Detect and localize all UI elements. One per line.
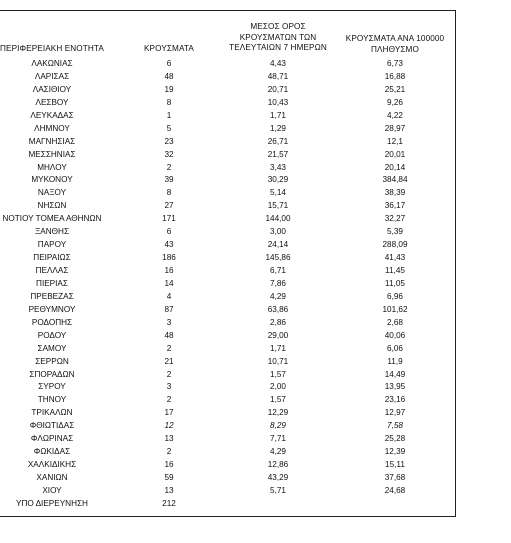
table-row xyxy=(0,252,455,265)
cases-cell: 6 xyxy=(166,227,172,237)
cases-cell: 12 xyxy=(164,421,174,431)
table-row xyxy=(0,149,455,162)
region-cell: ΣΑΜΟΥ xyxy=(37,343,67,353)
table-row xyxy=(0,407,455,420)
table-row xyxy=(0,343,455,356)
per-100000-cell: 36,17 xyxy=(384,201,406,211)
average-cell: 10,43 xyxy=(267,97,289,107)
cases-cell: 1 xyxy=(166,110,172,120)
cases-cell: 3 xyxy=(166,382,172,392)
per-100000-cell: 16,88 xyxy=(384,71,406,81)
per-100000-cell: 2,68 xyxy=(387,317,403,327)
region-cell: ΣΥΡΟΥ xyxy=(38,382,66,392)
cases-cell: 32 xyxy=(164,149,174,159)
table-row xyxy=(0,84,455,97)
per-100000-cell: 32,27 xyxy=(384,214,406,224)
table-row xyxy=(0,200,455,213)
cases-cell: 2 xyxy=(166,395,172,405)
average-cell: 144,00 xyxy=(265,214,291,224)
per-100000-cell: 7,58 xyxy=(387,421,403,431)
per-100000-cell: 288,09 xyxy=(382,240,408,250)
average-cell: 5,71 xyxy=(270,485,286,495)
table-row xyxy=(0,446,455,459)
table-row xyxy=(0,420,455,433)
cases-cell: 19 xyxy=(164,84,174,94)
per-100000-cell: 23,16 xyxy=(384,395,406,405)
per-100000-cell: 384,84 xyxy=(382,175,408,185)
region-cell: ΜΥΚΟΝΟΥ xyxy=(31,175,73,185)
per-100000-cell: 101,62 xyxy=(382,304,408,314)
header-line: ΚΡΟΥΣΜΑΤΑ ΑΝΑ 100000 xyxy=(345,34,445,43)
region-cell: ΛΑΣΙΘΙΟΥ xyxy=(32,84,72,94)
per-100000-cell: 4,22 xyxy=(387,110,403,120)
region-cell: ΠΙΕΡΙΑΣ xyxy=(36,278,68,288)
table-row xyxy=(0,291,455,304)
header-line: ΠΛΗΘΥΣΜΟ xyxy=(371,44,419,54)
region-cell: ΛΕΥΚΑΔΑΣ xyxy=(30,110,74,120)
average-cell: 2,00 xyxy=(270,382,286,392)
region-cell: ΦΩΚΙΔΑΣ xyxy=(33,447,71,457)
average-cell: 145,86 xyxy=(265,253,291,263)
table-row xyxy=(0,485,455,498)
cases-cell: 23 xyxy=(164,136,174,146)
cases-cell: 8 xyxy=(166,97,172,107)
average-cell: 2,86 xyxy=(270,317,286,327)
per-100000-cell: 11,45 xyxy=(385,266,405,275)
table-row xyxy=(0,394,455,407)
average-cell: 4,29 xyxy=(270,291,286,301)
per-100000-cell: 40,06 xyxy=(384,330,406,340)
region-cell: ΛΗΜΝΟΥ xyxy=(34,123,70,133)
region-cell: ΡΟΔΟΥ xyxy=(37,330,67,340)
region-cell: ΡΕΘΥΜΝΟΥ xyxy=(28,304,76,314)
per-100000-cell: 25,21 xyxy=(384,84,406,94)
cases-cell: 3 xyxy=(166,317,172,327)
region-cell: ΛΑΡΙΣΑΣ xyxy=(34,71,70,81)
region-cell: ΜΕΣΣΗΝΙΑΣ xyxy=(28,149,76,159)
table-row xyxy=(0,162,455,175)
cases-cell: 39 xyxy=(164,175,174,185)
column-header-seven-day-average xyxy=(220,22,336,54)
per-100000-cell: 6,73 xyxy=(387,59,403,68)
table-body xyxy=(0,58,455,511)
region-cell: ΦΛΩΡΙΝΑΣ xyxy=(30,434,74,444)
cases-cell: 8 xyxy=(166,188,172,198)
table-row xyxy=(0,356,455,369)
table-row xyxy=(0,71,455,84)
cases-cell: 2 xyxy=(166,369,172,379)
table-row xyxy=(0,278,455,291)
column-header-cases-per-100000 xyxy=(338,34,452,55)
table-row xyxy=(0,433,455,446)
cases-cell: 16 xyxy=(164,460,174,470)
header-line: ΤΕΛΕΥΤΑΙΩΝ 7 ΗΜΕΡΩΝ xyxy=(229,43,327,52)
average-cell: 20,71 xyxy=(267,84,289,94)
average-cell: 5,14 xyxy=(270,188,286,198)
region-cell: ΜΑΓΝΗΣΙΑΣ xyxy=(28,136,76,146)
table-row xyxy=(0,110,455,123)
average-cell: 10,71 xyxy=(267,356,289,366)
per-100000-cell: 11,05 xyxy=(385,278,405,288)
cases-cell: 59 xyxy=(164,473,174,482)
table-row xyxy=(0,381,455,394)
region-cell: ΣΠΟΡΑΔΩΝ xyxy=(29,369,75,379)
average-cell: 1,57 xyxy=(270,369,286,379)
table-bottom-border xyxy=(0,516,455,517)
cases-cell: 87 xyxy=(164,304,174,314)
per-100000-cell: 12,97 xyxy=(384,408,406,418)
region-cell: ΤΗΝΟΥ xyxy=(37,395,67,405)
region-cell: ΡΟΔΟΠΗΣ xyxy=(31,317,73,327)
average-cell: 7,71 xyxy=(270,434,286,444)
cases-cell: 16 xyxy=(164,266,174,275)
per-100000-cell: 11,9 xyxy=(387,356,403,366)
per-100000-cell: 12,1 xyxy=(387,136,403,146)
per-100000-cell: 5,39 xyxy=(387,227,403,237)
average-cell: 15,71 xyxy=(267,201,289,211)
average-cell: 3,43 xyxy=(270,162,286,172)
cases-cell: 212 xyxy=(162,498,176,508)
table-right-border xyxy=(455,10,456,517)
average-cell: 1,57 xyxy=(270,395,286,405)
cases-cell: 186 xyxy=(162,253,176,263)
region-cell: ΤΡΙΚΑΛΩΝ xyxy=(31,408,73,418)
cases-cell: 27 xyxy=(164,201,174,211)
region-cell: ΞΑΝΘΗΣ xyxy=(34,227,70,237)
cases-cell: 5 xyxy=(166,123,172,133)
per-100000-cell: 6,96 xyxy=(387,291,403,301)
region-cell: ΧΑΛΚΙΔΙΚΗΣ xyxy=(27,460,77,470)
average-cell: 12,86 xyxy=(267,460,289,470)
per-100000-cell: 15,11 xyxy=(385,460,405,470)
cases-cell: 17 xyxy=(164,408,174,418)
table-row xyxy=(0,472,455,485)
per-100000-cell: 9,26 xyxy=(387,97,403,107)
table-row xyxy=(0,265,455,278)
average-cell: 1,71 xyxy=(270,110,286,120)
average-cell: 12,29 xyxy=(267,408,289,418)
average-cell: 6,71 xyxy=(270,266,286,275)
cases-cell: 43 xyxy=(164,240,174,250)
region-cell: ΦΘΙΩΤΙΔΑΣ xyxy=(29,421,75,431)
header-line: ΚΡΟΥΣΜΑΤΩΝ ΤΩΝ xyxy=(239,32,317,42)
average-cell: 48,71 xyxy=(267,71,289,81)
region-cell: ΥΠΟ ΔΙΕΡΕΥΝΗΣΗ xyxy=(16,498,88,508)
region-cell: ΠΕΛΛΑΣ xyxy=(35,266,69,275)
table-row xyxy=(0,330,455,343)
table-top-border xyxy=(0,10,455,11)
average-cell: 4,43 xyxy=(270,59,286,68)
per-100000-cell: 6,06 xyxy=(387,343,403,353)
average-cell: 29,00 xyxy=(267,330,289,340)
table-row xyxy=(0,58,455,71)
average-cell: 43,29 xyxy=(267,473,289,482)
column-header-region: ΠΕΡΙΦΕΡΕΙΑΚΗ ΕΝΟΤΗΤΑ xyxy=(0,44,104,53)
per-100000-cell: 28,97 xyxy=(384,123,406,133)
table-row xyxy=(0,123,455,136)
cases-cell: 13 xyxy=(164,485,174,495)
region-cell: ΠΑΡΟΥ xyxy=(37,240,67,250)
region-cell: ΠΕΙΡΑΙΩΣ xyxy=(33,253,71,263)
per-100000-cell: 20,14 xyxy=(384,162,406,172)
per-100000-cell: 20,01 xyxy=(384,149,406,159)
cases-cell: 171 xyxy=(162,214,176,224)
per-100000-cell: 38,39 xyxy=(384,188,406,198)
cases-cell: 4 xyxy=(166,291,172,301)
average-cell: 8,29 xyxy=(270,421,286,431)
table-row xyxy=(0,136,455,149)
average-cell: 24,14 xyxy=(267,240,289,250)
average-cell: 4,29 xyxy=(270,447,286,457)
table-row xyxy=(0,97,455,110)
per-100000-cell: 37,68 xyxy=(384,473,406,482)
average-cell: 21,57 xyxy=(267,149,289,159)
region-cell: ΜΗΛΟΥ xyxy=(37,162,67,172)
per-100000-cell: 12,39 xyxy=(384,447,406,457)
table-row xyxy=(0,226,455,239)
table-row xyxy=(0,213,455,226)
column-header-cases: ΚΡΟΥΣΜΑΤΑ xyxy=(144,44,194,53)
cases-cell: 48 xyxy=(164,330,174,340)
table-row xyxy=(0,239,455,252)
region-cell: ΧΙΟΥ xyxy=(42,485,62,495)
per-100000-cell: 24,68 xyxy=(384,485,406,495)
table-row xyxy=(0,317,455,330)
average-cell: 1,71 xyxy=(270,343,286,353)
per-100000-cell: 14,49 xyxy=(384,369,406,379)
per-100000-cell: 25,28 xyxy=(384,434,406,444)
average-cell: 1,29 xyxy=(270,123,286,133)
average-cell: 30,29 xyxy=(267,175,289,185)
table-row xyxy=(0,174,455,187)
cases-cell: 13 xyxy=(164,434,174,444)
cases-cell: 2 xyxy=(166,447,172,457)
region-cell: ΝΑΞΟΥ xyxy=(37,188,67,198)
region-cell: ΧΑΝΙΩΝ xyxy=(36,473,68,482)
per-100000-cell: 41,43 xyxy=(384,253,406,263)
per-100000-cell: 13,95 xyxy=(384,382,406,392)
header-line: ΜΕΣΟΣ ΟΡΟΣ xyxy=(250,22,306,31)
table-row xyxy=(0,498,455,511)
cases-cell: 21 xyxy=(164,356,174,366)
region-cell: ΝΗΣΩΝ xyxy=(37,201,67,211)
region-cell: ΛΑΚΩΝΙΑΣ xyxy=(31,59,73,68)
cases-cell: 6 xyxy=(166,59,172,68)
average-cell: 63,86 xyxy=(267,304,289,314)
region-cell: ΠΡΕΒΕΖΑΣ xyxy=(30,291,74,301)
cases-cell: 48 xyxy=(164,71,174,81)
table-row xyxy=(0,369,455,382)
table-row xyxy=(0,187,455,200)
average-cell: 3,00 xyxy=(270,227,286,237)
average-cell: 7,86 xyxy=(270,278,286,288)
cases-cell: 14 xyxy=(164,278,174,288)
average-cell: 26,71 xyxy=(267,136,289,146)
region-cell: ΛΕΣΒΟΥ xyxy=(35,97,69,107)
table-row xyxy=(0,304,455,317)
table-row xyxy=(0,459,455,472)
region-cell: ΣΕΡΡΩΝ xyxy=(35,356,69,366)
cases-cell: 2 xyxy=(166,162,172,172)
cases-cell: 2 xyxy=(166,343,172,353)
region-cell: ΝΟΤΙΟΥ ΤΟΜΕΑ ΑΘΗΝΩΝ xyxy=(2,214,102,224)
